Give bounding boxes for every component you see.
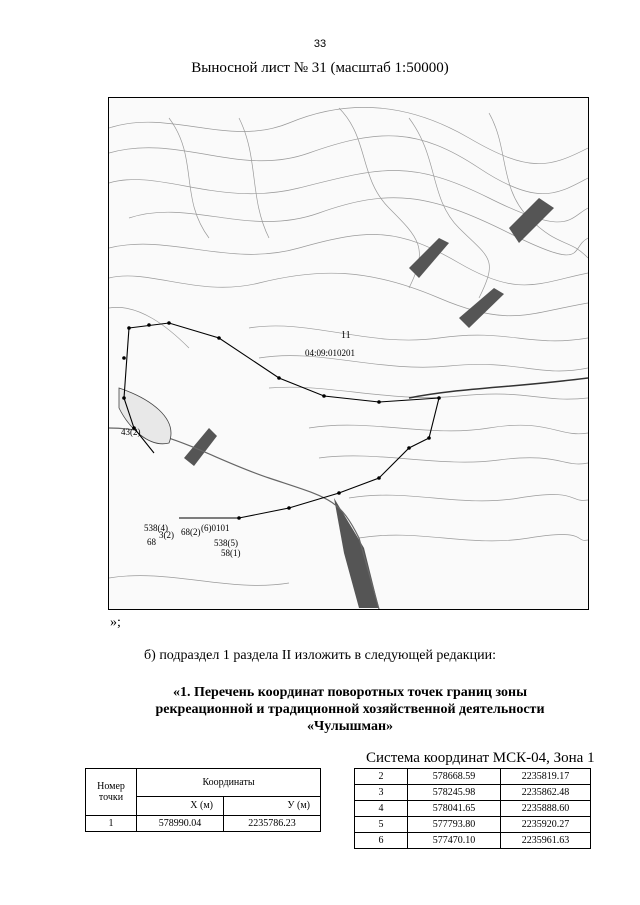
point-label: 538(5): [214, 538, 238, 548]
table-cell-x: 578041.65: [408, 801, 501, 817]
table-cell-x: 577793.80: [408, 817, 501, 833]
coordinate-system-label: Система координат МСК-04, Зона 1: [366, 750, 595, 766]
table-cell-number: 1: [86, 816, 137, 832]
point-label: 58(1): [221, 548, 241, 558]
point-label: 43(2): [121, 427, 141, 437]
zone-label: 11: [341, 330, 351, 341]
y-header: У (м): [224, 796, 321, 815]
table-cell-number: 3: [355, 785, 408, 801]
table-cell-y: 2235961.63: [501, 833, 591, 849]
page-number: 33: [313, 38, 327, 50]
table-cell-y: 2235786.23: [224, 816, 321, 832]
table-cell-number: 2: [355, 769, 408, 785]
point-label: 68: [147, 537, 156, 547]
contour-lines: [109, 107, 588, 585]
table-cell-y: 2235819.17: [501, 769, 591, 785]
table-cell-y: 2235920.27: [501, 817, 591, 833]
point-label: 3(2): [159, 530, 174, 540]
table-row: [355, 833, 591, 849]
coordinates-header: Координаты: [137, 769, 321, 797]
point-label: 68(2): [181, 527, 201, 537]
map-drawing: [109, 98, 588, 609]
table-row: [355, 817, 591, 833]
sheet-title: Выносной лист № 31 (масштаб 1:50000): [191, 60, 449, 76]
table-row: [355, 769, 591, 785]
table-cell-x: 578245.98: [408, 785, 501, 801]
x-header: X (м): [137, 796, 224, 815]
table-cell-number: 6: [355, 833, 408, 849]
table-cell-number: 5: [355, 817, 408, 833]
coordinates-table: [354, 768, 591, 849]
table-cell-y: 2235862.48: [501, 785, 591, 801]
table-cell-y: 2235888.60: [501, 801, 591, 817]
table-cell-x: 578668.59: [408, 769, 501, 785]
river-line: [409, 378, 588, 398]
point-label: 538(4): [144, 523, 168, 533]
point-label: (6)0101: [201, 523, 230, 533]
terrain-hatching: [184, 198, 554, 608]
instruction-text: б) подраздел 1 раздела II изложить в следующей редакции:: [144, 648, 496, 663]
table-row: [355, 801, 591, 817]
zone-boundary: [124, 323, 439, 518]
boundary-points: [122, 321, 441, 520]
cadastral-label: 04:09:010201: [305, 348, 356, 358]
section-heading: «1. Перечень координат поворотных точек границ зоны рекреационной и традиционной хозяйственной деятельности «Чулышман»: [155, 685, 545, 734]
topographic-map: [108, 97, 589, 610]
point-number-header: Номер точки: [86, 769, 137, 816]
closing-quote: »;: [110, 615, 121, 630]
table-cell-number: 4: [355, 801, 408, 817]
table-cell-x: 577470.10: [408, 833, 501, 849]
table-cell-x: 578990.04: [137, 816, 224, 832]
table-row: [355, 785, 591, 801]
coordinates-table-header: [85, 768, 321, 832]
